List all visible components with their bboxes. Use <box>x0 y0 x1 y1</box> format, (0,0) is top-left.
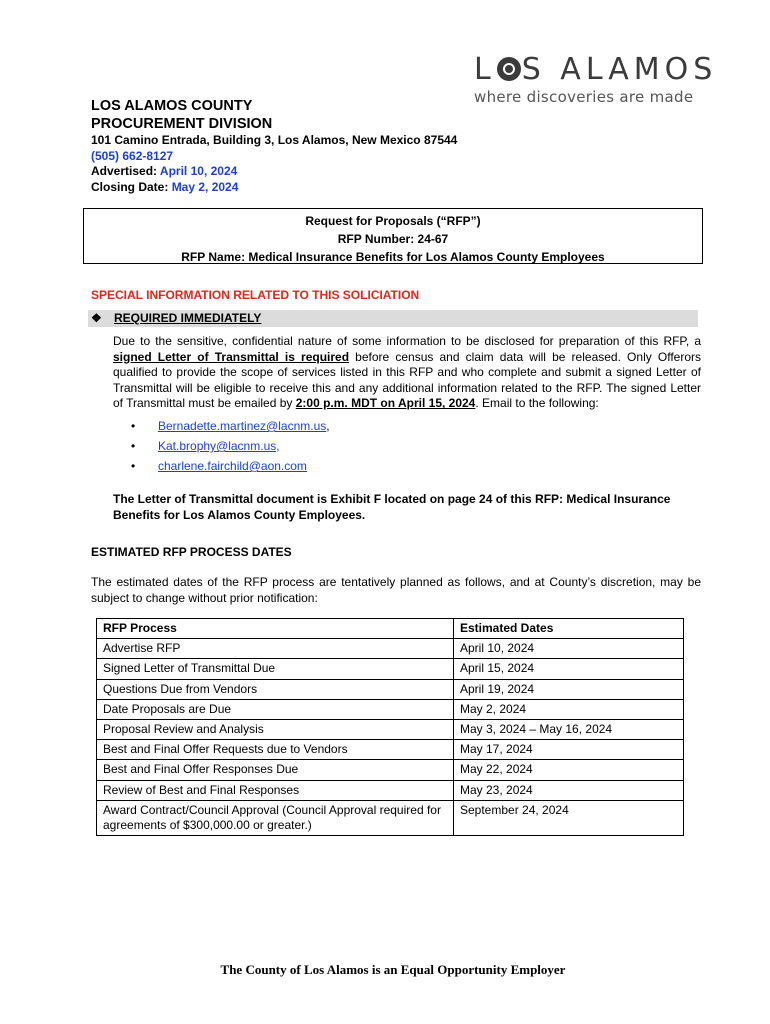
exhibit-note: The Letter of Transmittal document is Exhibit F located on page 24 of this RFP: Medical Insurance Benefits for Los Alamos County Employees. <box>113 492 671 522</box>
date-cell: May 2, 2024 <box>454 699 684 719</box>
table-row <box>97 760 684 780</box>
date-cell: April 19, 2024 <box>454 679 684 699</box>
process-cell: Advertise RFP <box>97 639 454 659</box>
required-immediately-bar <box>88 310 698 327</box>
column-header-dates: Estimated Dates <box>454 619 684 639</box>
table-row <box>97 800 684 835</box>
transmittal-paragraph: Due to the sensitive, confidential nature of some information to be disclosed for preparation of this RFP, a signed Letter of Transmittal is required before census and claim data will be released. Only Offerors qualified to provide the scope of services listed in this RFP and who complete and submit a signed Letter of Transmittal will be eligible to receive this and any additional information related to the RFP. The signed Letter of Transmittal must be emailed by 2:00 p.m. MDT on April 15, 2024. Email to the following: <box>113 334 701 411</box>
date-cell: May 22, 2024 <box>454 760 684 780</box>
email-link-brophy[interactable]: Kat.brophy@lacnm.us, <box>158 439 280 453</box>
table-row <box>97 720 684 740</box>
date-cell: September 24, 2024 <box>454 800 684 835</box>
division-name: PROCUREMENT DIVISION <box>91 116 273 132</box>
required-immediately-label: REQUIRED IMMEDIATELY <box>114 311 262 325</box>
closing-line <box>91 180 457 196</box>
estimated-dates-heading: ESTIMATED RFP PROCESS DATES <box>91 545 292 559</box>
logo-o-emblem-icon <box>497 57 521 81</box>
process-cell: Questions Due from Vendors <box>97 679 454 699</box>
deadline-text: 2:00 p.m. MDT on April 15, 2024 <box>295 396 476 411</box>
process-cell: Proposal Review and Analysis <box>97 720 454 740</box>
rfp-title: Request for Proposals (“RFP”) <box>305 214 481 228</box>
process-cell: Award Contract/Council Approval (Council Approval required for agreements of $300,000.00 or greater.) <box>97 800 454 835</box>
email-link-fairchild[interactable]: charlene.fairchild@aon.com <box>158 459 307 473</box>
logo-wordmark: L S ALAMOS <box>474 52 718 87</box>
bullet-icon: • <box>131 439 136 453</box>
date-cell: April 15, 2024 <box>454 659 684 679</box>
bullet-icon: • <box>131 459 136 473</box>
table-row <box>97 699 684 719</box>
date-cell: May 23, 2024 <box>454 780 684 800</box>
table-row <box>97 639 684 659</box>
diamond-bullet-icon: ❖ <box>91 311 102 325</box>
footer-eoe-statement: The County of Los Alamos is an Equal Opportunity Employer <box>220 962 566 977</box>
table-row <box>97 780 684 800</box>
closing-date: May 2, 2024 <box>171 179 239 194</box>
process-cell: Date Proposals are Due <box>97 699 454 719</box>
advertised-line <box>91 164 457 180</box>
process-cell: Signed Letter of Transmittal Due <box>97 659 454 679</box>
advertised-label: Advertised: <box>91 164 158 178</box>
email-link-martinez[interactable]: Bernadette.martinez@lacnm.us <box>158 419 327 433</box>
process-cell: Best and Final Offer Responses Due <box>97 760 454 780</box>
advertised-date: April 10, 2024 <box>159 164 238 178</box>
rfp-number: RFP Number: 24-67 <box>337 232 449 246</box>
process-cell: Review of Best and Final Responses <box>97 780 454 800</box>
closing-label: Closing Date: <box>91 179 169 194</box>
date-cell: May 3, 2024 – May 16, 2024 <box>454 720 684 740</box>
bullet-icon: • <box>131 419 136 433</box>
process-cell: Best and Final Offer Requests due to Vendors <box>97 740 454 760</box>
rfp-name: RFP Name: Medical Insurance Benefits for Los Alamos County Employees <box>181 250 605 264</box>
address: 101 Camino Entrada, Building 3, Los Alamos, New Mexico 87544 <box>91 133 458 147</box>
date-cell: April 10, 2024 <box>454 639 684 659</box>
transmittal-required-text: signed Letter of Transmittal is required <box>113 349 350 364</box>
date-cell: May 17, 2024 <box>454 740 684 760</box>
logo-tagline: where discoveries are made <box>474 88 694 106</box>
estimated-dates-intro: The estimated dates of the RFP process are tentatively planned as follows, and at County’s discretion, may be subject to change without prior notification: <box>91 575 701 605</box>
phone-number: (505) 662-8127 <box>91 148 174 163</box>
table-row <box>97 740 684 760</box>
column-header-process: RFP Process <box>97 619 454 639</box>
los-alamos-logo <box>440 46 716 114</box>
table-row <box>97 679 684 699</box>
special-info-heading: SPECIAL INFORMATION RELATED TO THIS SOLICIATION <box>91 288 420 302</box>
process-dates-table <box>96 618 684 836</box>
org-name: LOS ALAMOS COUNTY <box>91 98 253 114</box>
header-block <box>91 97 457 195</box>
table-header-row <box>97 619 684 639</box>
table-row <box>97 659 684 679</box>
rfp-info-box <box>83 208 703 264</box>
